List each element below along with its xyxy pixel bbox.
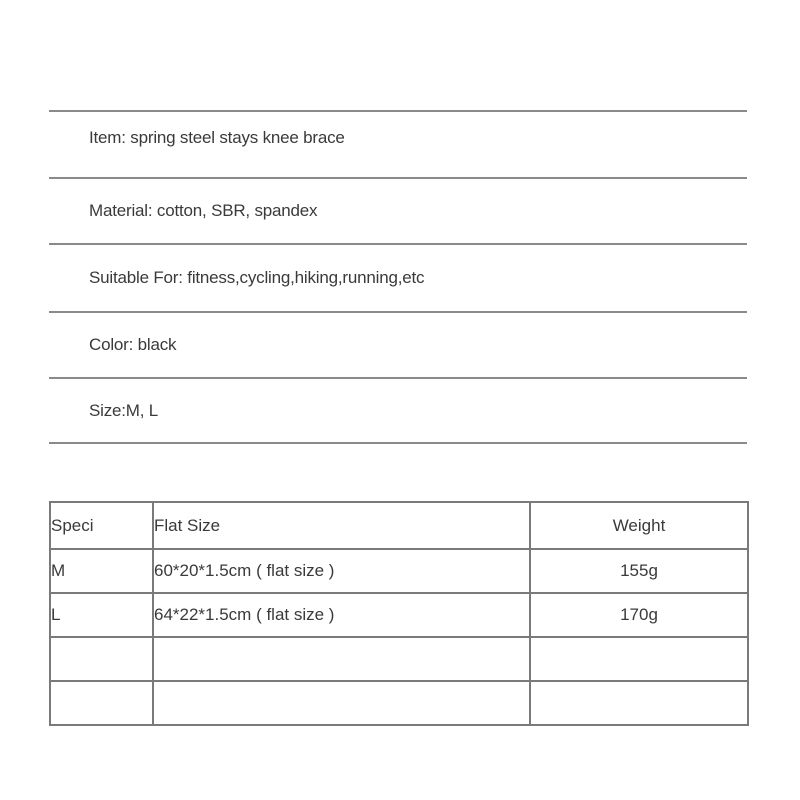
spec-suitable-for [49,245,747,313]
spec-item [49,112,747,179]
spec-size-label: Size:M, L [89,400,159,420]
cell-weight: 170g [530,593,748,637]
cell-spec [50,637,153,681]
spec-item-label: Item: spring steel stays knee brace [89,128,345,147]
spec-color [49,313,747,379]
spec-suitable-for-label: Suitable For: fitness,cycling,hiking,running,etc [89,268,425,287]
spec-color-label: Color: black [89,335,177,354]
header-flat-size: Flat Size [153,502,530,549]
cell-weight: 155g [530,549,748,593]
table-row [50,637,748,681]
cell-flat-size [153,681,530,725]
cell-weight [530,637,748,681]
cell-spec [50,681,153,725]
table-row [50,549,748,593]
header-spec: Speci [50,502,153,549]
cell-spec: L [50,593,153,637]
size-table [49,501,749,726]
header-weight: Weight [530,502,748,549]
cell-flat-size [153,637,530,681]
cell-flat-size: 60*20*1.5cm ( flat size ) [153,549,530,593]
product-spec-list [49,110,747,444]
spec-material [49,179,747,245]
cell-flat-size: 64*22*1.5cm ( flat size ) [153,593,530,637]
table-row [50,681,748,725]
table-header-row [50,502,748,549]
spec-size [49,379,747,444]
table-row [50,593,748,637]
cell-spec: M [50,549,153,593]
spec-material-label: Material: cotton, SBR, spandex [89,201,318,220]
cell-weight [530,681,748,725]
